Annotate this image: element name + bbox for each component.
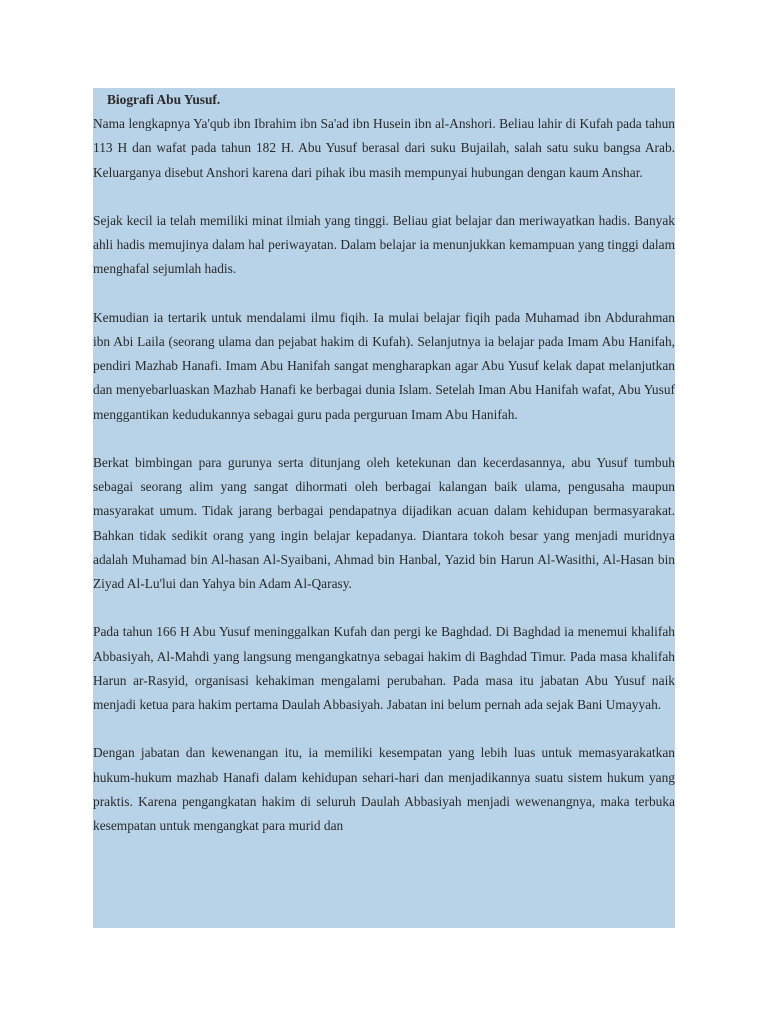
paragraph-2: Sejak kecil ia telah memiliki minat ilmiah yang tinggi. Beliau giat belajar dan meriwayatkan hadis. Banyak ahli hadis memujinya dalam hal periwayatan. Dalam belajar ia menunjukkan kemampuan yang tinggi dalam menghafal sejumlah hadis. <box>93 213 675 277</box>
paragraph-5: Pada tahun 166 H Abu Yusuf meninggalkan Kufah dan pergi ke Baghdad. Di Baghdad ia menemui khalifah Abbasiyah, Al-Mahdi yang langsung mengangkatnya sebagai hakim di Baghdad Timur. Pada masa khalifah Harun ar-Rasyid, organisasi kehakiman mengalami perubahan. Pada masa itu jabatan Abu Yusuf naik menjadi ketua para hakim pertama Daulah Abbasiyah. Jabatan ini belum pernah ada sejak Bani Umayyah. <box>93 624 675 713</box>
paragraph-4: Berkat bimbingan para gurunya serta ditunjang oleh ketekunan dan kecerdasannya, abu Yusuf tumbuh sebagai seorang alim yang sangat dihormati oleh berbagai kalangan baik ulama, pengusaha maupun masyarakat umum. Tidak jarang berbagai pendapatnya dijadikan acuan dalam kehidupan bermasyarakat. Bahkan tidak sedikit orang yang ingin belajar kepadanya. Diantara tokoh besar yang menjadi muridnya adalah Muhamad bin Al-hasan Al-Syaibani, Ahmad bin Hanbal, Yazid bin Harun Al-Wasithi, Al-Hasan bin Ziyad Al-Lu'lui dan Yahya bin Adam Al-Qarasy. <box>93 455 675 592</box>
paragraph-3: Kemudian ia tertarik untuk mendalami ilmu fiqih. Ia mulai belajar fiqih pada Muhamad ibn Abdurahman ibn Abi Laila (seorang ulama dan pejabat hakim di Kufah). Selanjutnya ia belajar pada Imam Abu Hanifah, pendiri Mazhab Hanafi. Imam Abu Hanifah sangat mengharapkan agar Abu Yusuf kelak dapat melanjutkan dan menyebarluaskan Mazhab Hanafi ke berbagai dunia Islam. Setelah Iman Abu Hanifah wafat, Abu Yusuf menggantikan kedudukannya sebagai guru pada perguruan Imam Abu Hanifah. <box>93 309 675 422</box>
document-title: Biografi Abu Yusuf. <box>107 92 221 107</box>
document-body <box>93 88 675 928</box>
paragraph-1: Nama lengkapnya Ya'qub ibn Ibrahim ibn Sa'ad ibn Husein ibn al-Anshori. Beliau lahir di Kufah pada tahun 113 H dan wafat pada tahun 182 H. Abu Yusuf berasal dari suku Bujailah, salah satu suku bangsa Arab. Keluarganya disebut Anshori karena dari pihak ibu masih mempunyai hubungan dengan kaum Anshar. <box>93 116 675 180</box>
paragraph-6: Dengan jabatan dan kewenangan itu, ia memiliki kesempatan yang lebih luas untuk memasyarakatkan hukum-hukum mazhab Hanafi dalam kehidupan sehari-hari dan menjadikannya suatu sistem hukum yang praktis. Karena pengangkatan hakim di seluruh Daulah Abbasiyah menjadi wewenangnya, maka terbuka kesempatan untuk mengangkat para murid dan <box>93 745 675 834</box>
